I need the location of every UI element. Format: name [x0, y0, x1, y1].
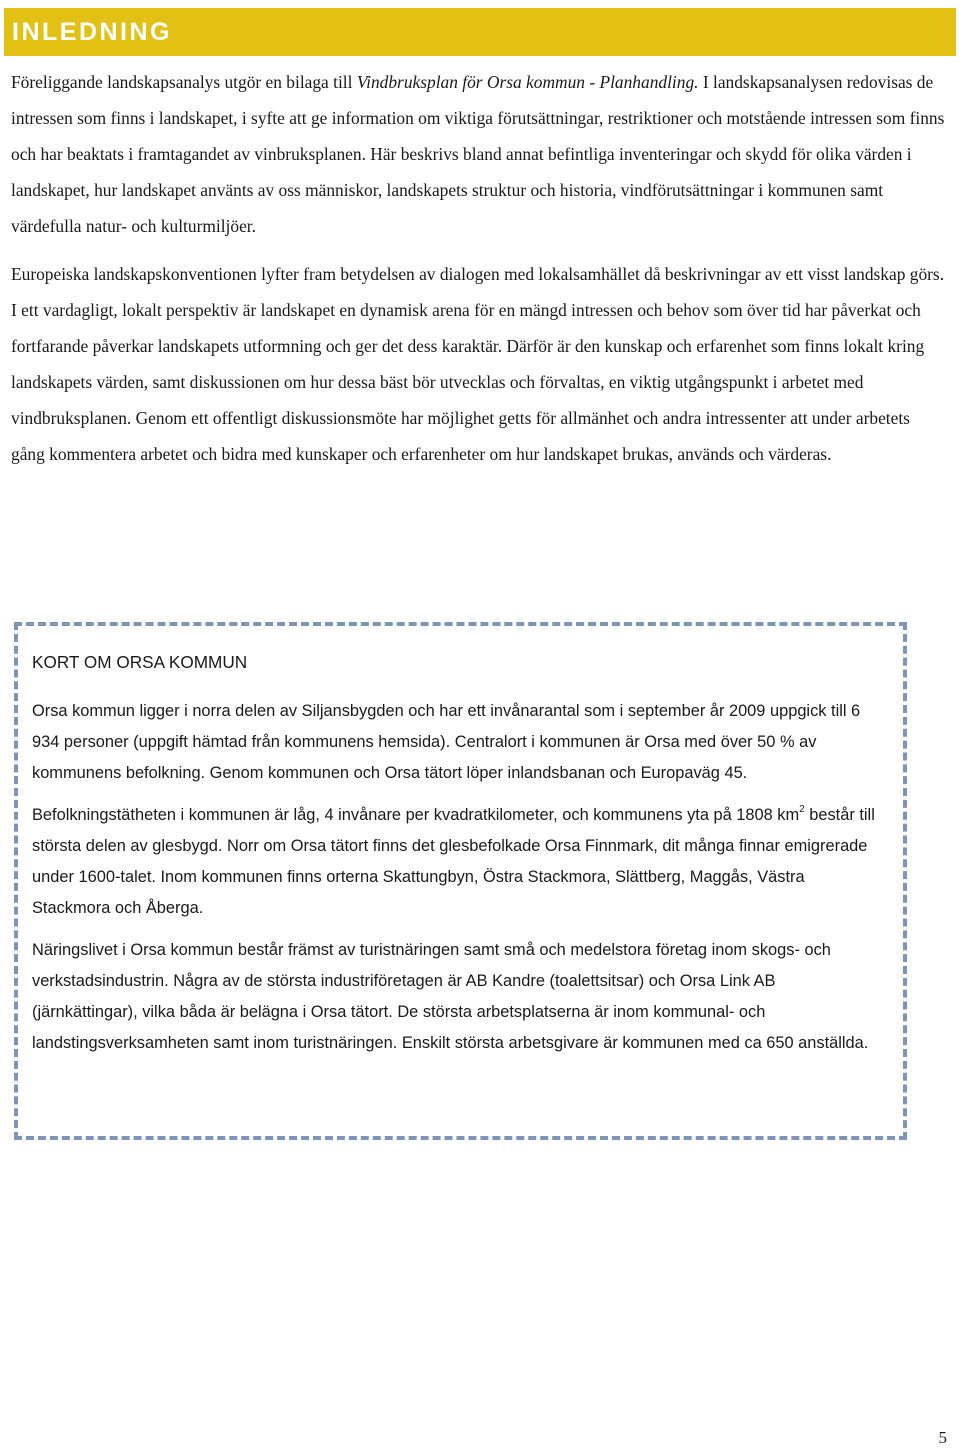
intro-text — [11, 64, 946, 472]
intro-paragraph-1-rest: I landskapsanalysen redovisas de intressen som finns i landskapet, i syfte att ge information om viktiga förutsättningar, restriktioner och motstående intressen som finns och har beaktats i framtagandet av vinbruksplanen. Här beskrivs bland annat befintliga inventeringar och skydd för olika värden i landskapet, hur landskapet använts av oss människor, landskapets struktur och historia, vindförutsättningar i kommunen samt värdefulla natur- och kulturmiljöer. — [11, 72, 945, 236]
fact-box-paragraph-1: Orsa kommun ligger i norra delen av Siljansbygden och har ett invånarantal som i september år 2009 uppgick till 6 934 personer (uppgift hämtad från kommunens hemsida). Centralort i kommunen är Orsa med över 50 % av kommunens befolkning. Genom kommunen och Orsa tätort löper inlandsbanan och Europaväg 45. — [32, 702, 861, 782]
intro-paragraph-1-start: Föreliggande landskapsanalys utgör en bilaga till — [11, 72, 357, 92]
fact-box-title: KORT OM ORSA KOMMUN — [32, 652, 248, 672]
fact-box — [14, 622, 907, 1140]
fact-box-content — [32, 648, 882, 1070]
intro-paragraph-1 — [11, 64, 946, 244]
section-heading-banner — [4, 8, 956, 56]
fact-box-paragraph-3: Näringslivet i Orsa kommun består främst av turistnäringen samt små och medelstora företag inom skogs- och verkstadsindustrin. Några av de största industriföretagen är AB Kandre (toalettsitsar) och Orsa Link AB (järnkättingar), vilka båda är belägna i Orsa tätort. De största arbetsplatserna är inom kommunal- och landstingsverksamheten samt inom turistnäringen. Enskilt största arbetsgivare är kommunen med ca 650 anställda. — [32, 941, 869, 1052]
fact-box-paragraph-2-rest: består till största delen av glesbygd. Norr om Orsa tätort finns det glesbefolkade Orsa Finnmark, dit många finnar emigrerade under 1600-talet. Inom kommunen finns orterna Skattungbyn, Östra Stackmora, Slättberg, Maggås, Västra Stackmora och Åberga. — [32, 806, 875, 917]
intro-paragraph-2: Europeiska landskapskonventionen lyfter fram betydelsen av dialogen med lokalsamhället då beskrivningar av ett visst landskap görs. I ett vardagligt, lokalt perspektiv är landskapet en dynamisk arena för en mängd intressen och behov som över tid har påverkat och fortfarande påverkar landskapets utformning och ger det dess karaktär. Därför är den kunskap och erfarenhet som finns lokalt kring landskapets värden, samt diskussionen om hur dessa bäst bör utvecklas och förvaltas, en viktig utgångspunkt i arbetet med vindbruksplanen. Genom ett offentligt diskussionsmöte har möjlighet getts för allmänhet och andra intressenter att under arbetets gång kommentera arbetet och bidra med kunskaper och erfarenheter om hur landskapet brukas, används och värderas. — [11, 264, 945, 464]
fact-box-paragraph-2-start: Befolkningstätheten i kommunen är låg, 4 invånare per kvadratkilometer, och kommunens yta på 1808 km — [32, 806, 800, 824]
superscript-2: 2 — [799, 804, 805, 815]
plan-document-title: Vindbruksplan för Orsa kommun - Planhandling. — [356, 72, 699, 92]
fact-box-paragraph-2 — [32, 800, 882, 924]
page-number: 5 — [938, 1428, 947, 1447]
section-title: INLEDNING — [12, 17, 172, 46]
